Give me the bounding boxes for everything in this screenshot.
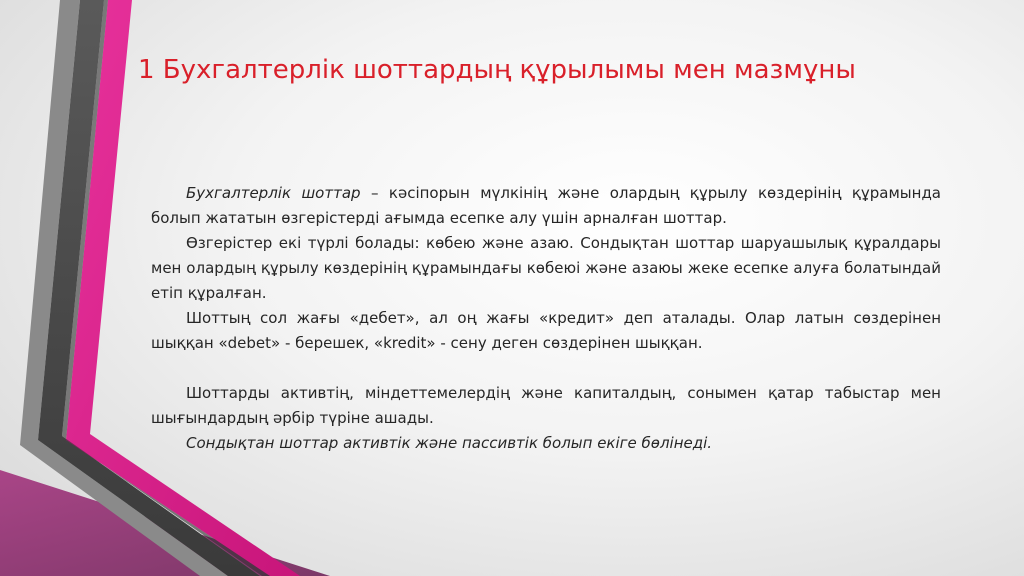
paragraph-definition (151, 181, 941, 231)
paragraph-conclusion: Сондықтан шоттар активтік және пассивтік болып екіге бөлінеді. (186, 434, 713, 452)
paragraph-account-types: Шоттарды активтің, міндеттемелердің және капиталдың, сонымен қатар табыстар мен шығындардың әрбір түріне ашады. (151, 384, 941, 427)
paragraph-changes: Өзгерістер екі түрлі болады: көбею және азаю. Сондықтан шоттар шаруашылық құралдары мен олардың құрылу көздерінің құрамындағы көбеюі және азаюы жеке есепке алуға болатындай етіп құралған. (151, 234, 941, 302)
paragraph-spacer (151, 356, 941, 381)
term-accounts: Бухгалтерлік шоттар (186, 184, 361, 202)
definition-text: – кәсіпорын мүлкінің және олардың құрылу көздерінің құрамында болып жататын өзгерістерді ағымда есепке алу үшін арналған шоттар. (151, 184, 942, 227)
paragraph-debit-credit: Шоттың сол жағы «дебет», ал оң жағы «кредит» деп аталады. Олар латын сөздерінен шыққан «debet» - берешек, «kredit» - сену деген сөздерінен шыққан. (151, 309, 941, 352)
slide-body (151, 181, 941, 456)
slide-title: 1 Бухгалтерлік шоттардың құрылымы мен мазмұны (138, 55, 856, 85)
